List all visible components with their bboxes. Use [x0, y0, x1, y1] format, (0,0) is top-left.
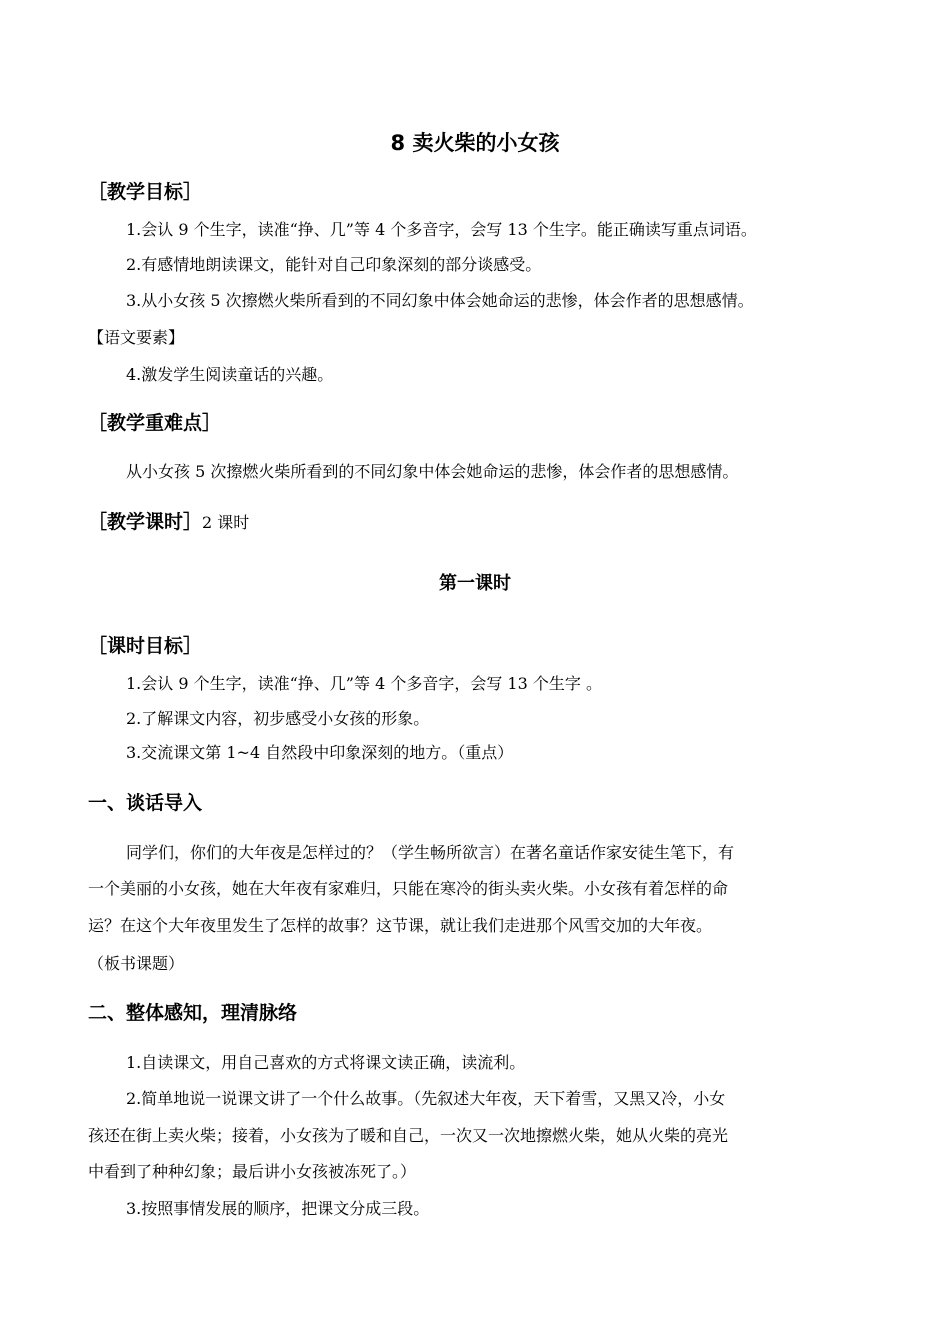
- part2-item-2-line-3: 中看到了种种幻象；最后讲小女孩被冻死了。）: [88, 1162, 417, 1181]
- lesson1-goal-2: 2.了解课文内容，初步感受小女孩的形象。: [126, 709, 430, 728]
- lesson1-goal-3: 3.交流课文第 1~4 自然段中印象深刻的地方。（重点）: [126, 743, 514, 762]
- part1-line-1: 同学们，你们的大年夜是怎样过的？（学生畅所欲言）在著名童话作家安徒生笔下，有: [126, 843, 735, 862]
- objective-item-2: 2.有感情地朗读课文，能针对自己印象深刻的部分谈感受。: [126, 255, 542, 274]
- chinese-elements-tag: 【语文要素】: [88, 328, 185, 347]
- key-points-text: 从小女孩 5 次擦燃火柴所看到的不同幻象中体会她命运的悲惨，体会作者的思想感情。: [126, 462, 739, 481]
- key-points-heading: ［教学重难点］: [88, 412, 222, 434]
- periods-heading: ［教学课时］: [88, 511, 203, 533]
- part1-line-4: （板书课题）: [88, 954, 185, 973]
- objective-item-1: 1.会认 9 个生字，读准“挣、几”等 4 个多音字，会写 13 个生字。能正确读写重点词语。: [126, 220, 757, 239]
- lesson1-goal-1: 1.会认 9 个生字，读准“挣、几”等 4 个多音字，会写 13 个生字 。: [126, 674, 602, 693]
- periods-value: 2 课时: [202, 513, 250, 532]
- lesson1-heading: 第一课时: [439, 573, 511, 594]
- objectives-heading: ［教学目标］: [88, 181, 203, 203]
- part1-line-2: 一个美丽的小女孩，她在大年夜有家难归，只能在寒冷的街头卖火柴。小女孩有着怎样的命: [88, 879, 729, 898]
- lesson1-goals-heading: ［课时目标］: [88, 635, 203, 657]
- lesson-title: 8 卖火柴的小女孩: [390, 131, 560, 155]
- objective-item-3: 3.从小女孩 5 次擦燃火柴所看到的不同幻象中体会她命运的悲惨，体会作者的思想感情。: [126, 291, 754, 310]
- part2-item-1: 1.自读课文，用自己喜欢的方式将课文读正确，读流利。: [126, 1053, 526, 1072]
- part1-heading: 一、谈话导入: [88, 792, 203, 814]
- part2-item-3: 3.按照事情发展的顺序，把课文分成三段。: [126, 1199, 430, 1218]
- periods-row: [88, 508, 249, 537]
- objective-item-4: 4.激发学生阅读童话的兴趣。: [126, 365, 334, 384]
- part2-item-2-line-1: 2.简单地说一说课文讲了一个什么故事。（先叙述大年夜，天下着雪，又黑又冷，小女: [126, 1089, 726, 1108]
- part1-line-3: 运？在这个大年夜里发生了怎样的故事？这节课，就让我们走进那个风雪交加的大年夜。: [88, 916, 713, 935]
- part2-heading: 二、整体感知，理清脉络: [88, 1002, 298, 1024]
- part2-item-2-line-2: 孩还在街上卖火柴；接着，小女孩为了暖和自己，一次又一次地擦燃火柴，她从火柴的亮光: [88, 1126, 729, 1145]
